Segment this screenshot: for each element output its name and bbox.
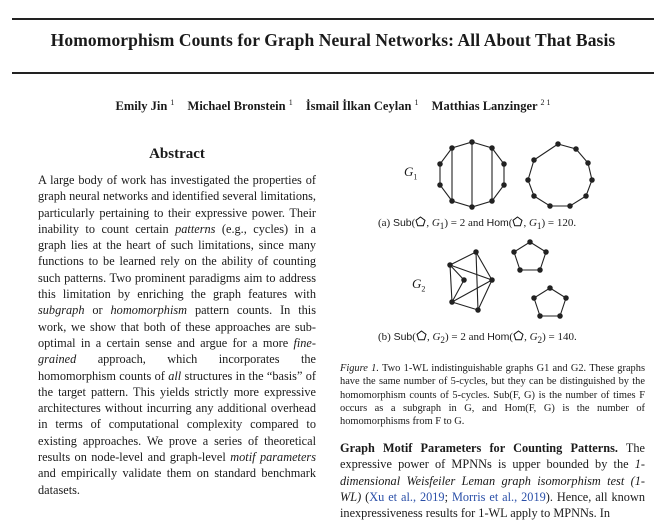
section-heading: Graph Motif Parameters for Counting Patterns.	[340, 441, 618, 455]
citation-link[interactable]: Morris et al., 2019	[451, 489, 546, 504]
abstract-body: A large body of work has investigated the properties of graph neural networks and identified several limitations, particularly pertaining to their expressive power. Their inability to count certain patterns (e.g., cycles) in a graph lies at the heart of such limitations, since many functions to be learned rely on the ability of counting such patterns. Two prominent paradigms aim to address this limitation by enriching the graph features with subgraph or homomorphism pattern counts. In this work, we show that both of these approaches are sub-optimal in a certain sense and argue for a more fine-grained approach, which incorporates the homomorphism counts of all structures in the “basis” of the target pattern. This yields strictly more expressive architectures without incurring any additional overhead in terms of computational complexity compared to existing approaches. We prove a series of theoretical results on node-level and graph-level motif parameters and empirically validate them on standard benchmark datasets.	[38, 173, 316, 497]
subfig-caption-a: (a) Sub( , $G_1) = 2$ and Hom( , $G_1) = 120$.	[378, 217, 577, 232]
g2-graph-left	[448, 250, 494, 312]
g2-pentagon-bottom	[532, 286, 568, 318]
section-paragraph: Graph Motif Parameters for Counting Patterns. The expressive power of MPNNs is upper bounded by the 1-dimensional Weisfeiler Leman graph isomorphism test (1-WL) (Xu et al., 2019; Morris et al., 2019). Hence, all known inexpressiveness results for 1-WL apply to MPNNs. In	[340, 441, 645, 521]
author: Emily Jin $^1$	[115, 98, 175, 114]
pentagon-pattern-icon	[512, 216, 523, 227]
g1-graph-right	[526, 142, 594, 208]
citation-link[interactable]: Xu et al., 2019	[369, 489, 445, 504]
pentagon-pattern-icon	[513, 330, 524, 341]
pentagon-pattern-icon	[415, 216, 426, 227]
author: Matthias Lanzinger $^{2 1}$	[431, 98, 551, 114]
graph-g2-label: $G_2$	[412, 276, 426, 294]
author-list	[0, 98, 666, 114]
figure-caption: Figure 1. Two 1-WL indistinguishable graphs G1 and G2. These graphs have the same number of 5-cycles, but they can be distinguished by the homomorphism counts of 5-cycles. Sub(F, G) is the number of times F occurs as a subgraph in G, and Hom(F, G) is the number of homomorphisms from F to G.	[340, 363, 645, 428]
top-rule	[12, 18, 654, 20]
subfig-caption-b: (b) Sub( , $G_2) = 2$ and Hom( , $G_2) = 140$.	[378, 331, 577, 346]
paper-title: Homomorphism Counts for Graph Neural Networks: All About That Basis	[50, 30, 616, 50]
pentagon-pattern-icon	[416, 330, 427, 341]
title-rule	[12, 72, 654, 74]
author: İsmail İlkan Ceylan $^1$	[305, 98, 419, 114]
g2-pentagon-top	[512, 240, 548, 272]
graph-g1-label: $G_1$	[404, 164, 418, 182]
abstract-heading: Abstract	[149, 146, 205, 162]
g1-graph-left	[438, 140, 506, 209]
author: Michael Bronstein $^1$	[187, 98, 293, 114]
